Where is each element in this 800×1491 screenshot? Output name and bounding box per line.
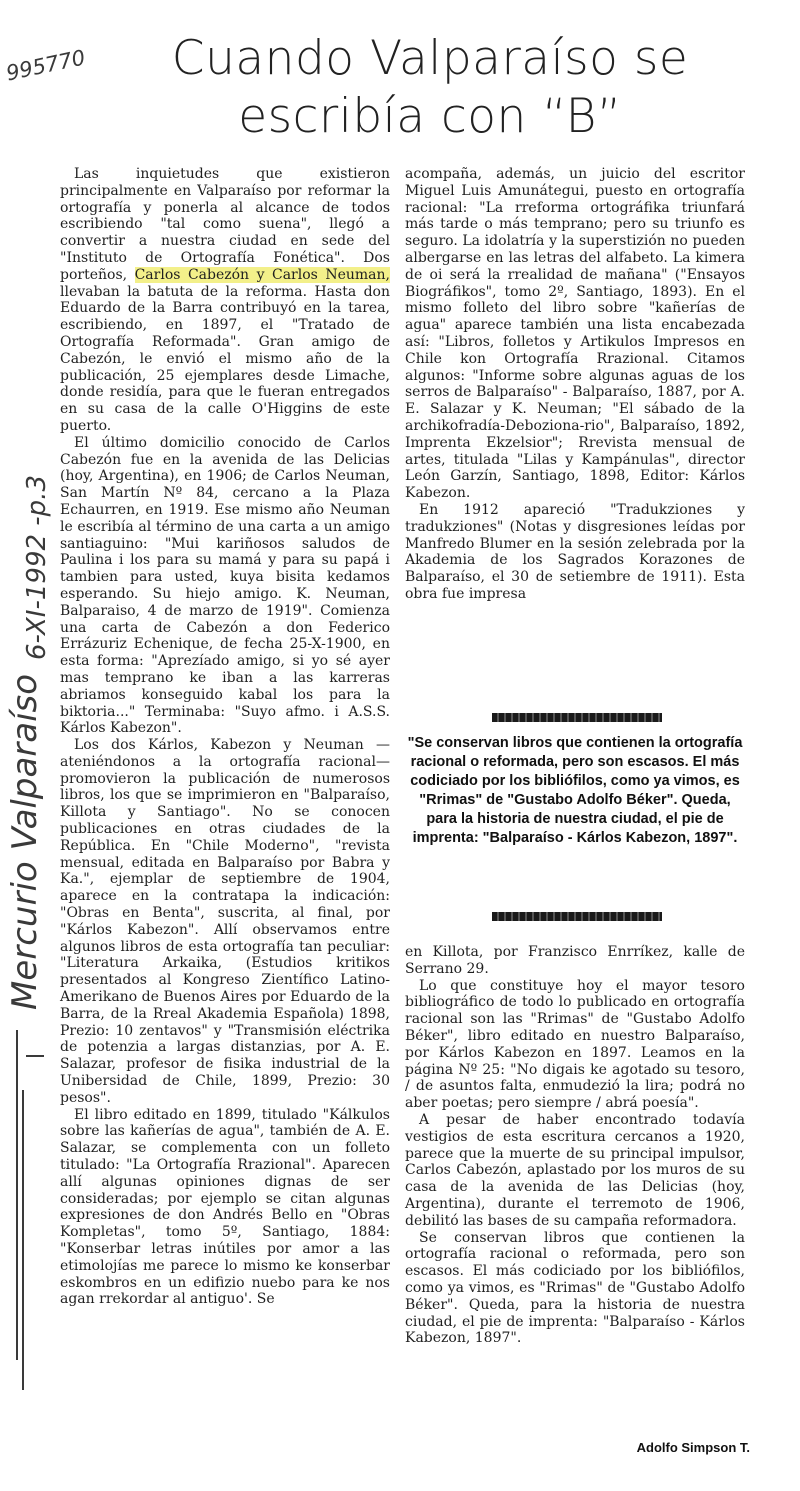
- paragraph: Las inquietudes que existieron principalmente en Valparaíso por reformar la ortografía y ponerla al alcance de todos escribiendo "tal como suena", llegó a convertir a nuestra ciudad en sede del "Instituto de Ortografía Fonética". Dos porteños, Carlos Cabezón y Carlos Neuman, llevaban la batuta de la reforma. Hasta don Eduardo de la Barra contribuyó en la tarea, escribiendo, en 1897, el "Tratado de Ortografía Reformada". Gran amigo de Cabezón, le envió el mismo año de la publicación, 25 ejemplares desde Limache, donde residía, para que le fueran entregados en su casa de la calle O'Higgins de este puerto.: [60, 166, 390, 434]
- paragraph: A pesar de haber encontrado todavía vestigios de esta escritura cercanos a 1920, parece que la muerte de su principal impulsor, Carlos Cabezón, aplastado por los muros de su casa de la avenida de las Delicias (hoy, Argentina), durante el terremoto de 1906, debilitó las bases de su campaña reformadora.: [405, 1111, 745, 1229]
- paragraph: En 1912 apareció "Tradukziones y tradukziones" (Notas y disgresiones leídas por Manfredo Blumer en la sesión zelebrada por la Akademia de los Sagrados Korazones de Balparaíso, el 30 de setiembre de 1911). Esta obra fue impresa: [405, 501, 745, 602]
- pen-margin-mark: [26, 1055, 44, 1057]
- article-column-right-top: [405, 166, 745, 603]
- pull-quote: "Se conservan libros que contienen la ortografía racional o reformada, pero son escasos. El más codiciado por los bibliófilos, como ya vimos, es "Rrimas" de "Gustabo Adolfo Béker". Queda, para la historia de nuestra ciudad, el pie de imprenta: "Balparaíso - Kárlos Kabezon, 1897".: [407, 735, 743, 846]
- paragraph: Se conservan libros que contienen la ortografía racional o reformada, pero son escasos. El más codiciado por los bibliófilos, como ya vimos, es "Rrimas" de "Gustabo Adolfo Béker". Queda, para la historia de nuestra ciudad, el pie de imprenta: "Balparaíso - Kárlos Kabezon, 1897".: [405, 1229, 745, 1347]
- pull-quote-divider-top: [492, 713, 662, 722]
- author-signature: Adolfo Simpson T.: [636, 1440, 750, 1455]
- article-title: Cuando Valparaíso se escribía con “B”: [171, 31, 689, 144]
- article-column-right-bottom: [405, 944, 745, 1347]
- paragraph: acompaña, además, un juicio del escritor Miguel Luis Amunátegui, puesto en ortografía racional: "La rreforma ortográfika triunfará más tarde o más temprano; pero su triunfo es seguro. La idolatría y la superstizión no pueden albergarse en las letras del alfabeto. La kimera de oi será la rrealidad de mañana" ("Ensayos Biográfikos", tomo 2º, Santiago, 1893). En el mismo folleto del libro sobre "kañerías de agua" aparece también una lista encabezada así: "Libros, folletos y Artikulos Impresos en Chile kon Ortografía Rrazional. Citamos algunos: "Informe sobre algunas aguas de los serros de Balparaíso" - Balparaíso, 1887, por A. E. Salazar y K. Neuman; "El sábado de la archikofradía-Deboziona-rio", Balparaíso, 1892, Imprenta Ekzelsior"; Rrevista mensual de artes, titulada "Lilas y Kampánulas", director León Garzín, Santiago, 1898, Editor: Kárlos Kabezon.: [405, 166, 745, 502]
- handwritten-archive-code: 995770: [4, 45, 88, 86]
- paragraph: Los dos Kárlos, Kabezon y Neuman —ateniéndonos a la ortografía racional— promovieron la publicación de numerosos libros, los que se imprimieron en "Balparaíso, Killota y Santiago". No se conocen publicaciones en otras ciudades de la República. En "Chile Moderno", "revista mensual, editada en Balparaíso por Babra y Ka.", ejemplar de septiembre de 1904, aparece en la contratapa la indicación: "Obras en Benta", suscrita, al final, por "Kárlos Kabezon". Allí observamos entre algunos libros de esta ortografía tan peculiar: "Literatura Arkaika, (Estudios kritikos presentados al Kongreso Zientífico Latino-Amerikano de Buenos Aires por Eduardo de la Barra, de la Rreal Akademia Española) 1898, Prezio: 10 zentavos" y "Transmisión eléctrika de potenzia a largas distanzias, por A. E. Salazar, profesor de fisika industrial de la Unibersidad de Chile, 1899, Prezio: 30 pesos".: [60, 737, 390, 1106]
- paragraph: El libro editado en 1899, titulado "Kálkulos sobre las kañerías de agua", también de A. E. Salazar, se complementa con un folleto titulado: "La Ortografía Rrazional". Aparecen allí algunas opiniones dignas de ser consideradas; por ejemplo se citan algunas expresiones de don Andrés Bello en "Obras Kompletas", tomo 5º, Santiago, 1884: "Konserbar letras inútiles por amor a las etimolojías me parece lo mismo ke konserbar eskombros en un edifizio nuebo para ke nos agan rrekordar al antiguo'. Se: [60, 1106, 390, 1308]
- pen-margin-line: [16, 1030, 18, 1360]
- paragraph: en Killota, por Franzisco Enrríkez, kalle de Serrano 29.: [405, 944, 745, 977]
- handwritten-date-note: 6-XI-1992 -p.3: [22, 475, 52, 660]
- highlighted-names: Carlos Cabezón y Carlos Neuman,: [134, 266, 390, 283]
- pull-quote-divider-bottom: [492, 912, 662, 921]
- article-column-left: [60, 166, 390, 1308]
- handwritten-publication-note: Mercurio Valparaíso: [5, 673, 45, 1010]
- paragraph: Lo que constituye hoy el mayor tesoro bibliográfico de todo lo publicado en ortografía racional son las "Rrimas" de "Gustabo Adolfo Béker", libro editado en nuestro Balparaíso, por Kárlos Kabezon en 1897. Leamos en la página Nº 25: "No digais ke agotado su tesoro, / de asuntos falta, enmudezió la lira; podrá no aber poetas; pero siempre / abrá poesía".: [405, 977, 745, 1112]
- pen-margin-line: [22, 1090, 24, 1390]
- paragraph: El último domicilio conocido de Carlos Cabezón fue en la avenida de las Delicias (hoy, Argentina), en 1906; de Carlos Neuman, San Martín Nº 84, cercano a la Plaza Echaurren, en 1919. Ese mismo año Neuman le escribía al término de una carta a un amigo santiaguino: "Mui kariñosos saludos de Paulina i los para su mamá y para su papá i tambien para usted, kuya bisita kedamos esperando. Su hiejo amigo. K. Neuman, Balparaiso, 4 de marzo de 1919". Comienza una carta de Cabezón a don Federico Errázuriz Echenique, de fecha 25-X-1900, en esta forma: "Aprezíado amigo, si yo sé ayer mas temprano ke iban a las karreras abriamos konseguido kabal los para la biktoria..." Terminaba: "Suyo afmo. i A.S.S. Kárlos Kabezon".: [60, 434, 390, 737]
